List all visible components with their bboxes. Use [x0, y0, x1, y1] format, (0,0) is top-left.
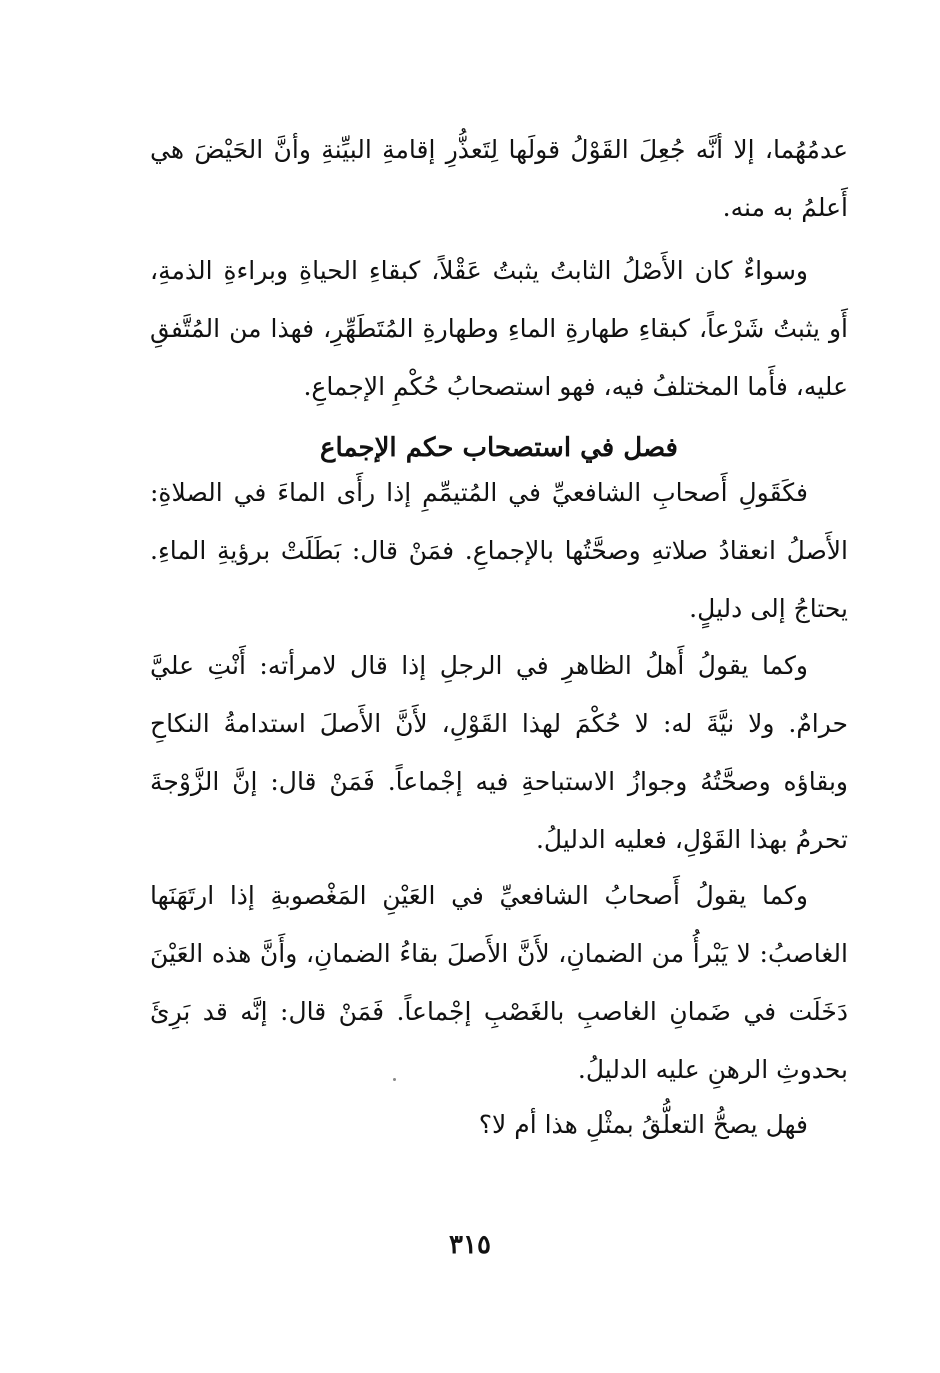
paragraph-2: وسواءٌ كان الأَصْلُ الثابتُ يثبتُ عَقْلاً، كبقاءِ الحياةِ وبراءةِ الذمةِ، أَو يثبتُ شَرْعاً، كبقاءِ طهارةِ الماءِ وطهارةِ المُتَطَهِّرِ، فهذا من المُتَّفقِ عليه، فأَما المختلفُ فيه، فهو استصحابُ حُكْمِ الإجماعِ. [150, 256, 848, 401]
paragraph-block-2 [150, 242, 848, 416]
paragraph-6: فهل يصحُّ التعلُّقُ بمثْلِ هذا أم لا؟ [478, 1110, 808, 1139]
section-heading: فصل في استصحاب حكم الإجماع [320, 433, 678, 463]
page-number: ٣١٥ [449, 1230, 491, 1260]
paragraph-3: فكَقَولِ أَصحابِ الشافعيِّ في المُتيمِّمِ إذا رأَى الماءَ في الصلاةِ: الأَصلُ انعقادُ صلاتهِ وصحَّتُها بالإجماعِ. فمَنْ قال: بَطَلَتْ برؤيةِ الماءِ. يحتاجُ إلى دليلٍ. [150, 478, 848, 623]
paragraph-block-5 [150, 867, 848, 1099]
paragraph-block-3 [150, 464, 848, 638]
paragraph-block-4 [150, 637, 848, 869]
paragraph-5: وكما يقولُ أَصحابُ الشافعيِّ في العَيْنِ المَغْصوبةِ إذا ارتَهَنَها الغاصبُ: لا يَبْرأُ من الضمانِ، لأَنَّ الأَصلَ بقاءُ الضمانِ، وأَنَّ هذه العَيْنَ دَخَلَت في ضَمانِ الغاصبِ بالغَصْبِ إجْماعاً. فَمَنْ قال: إنَّه قد بَرِئَ بحدوثِ الرهنِ عليه الدليلُ. [150, 881, 848, 1084]
scan-speck [393, 1078, 396, 1081]
paragraph-block-6 [150, 1096, 848, 1154]
paragraph-4: وكما يقولُ أَهلُ الظاهرِ في الرجلِ إذا قال لامرأته: أَنْتِ عليَّ حرامٌ. ولا نيَّةَ له: لا حُكْمَ لهذا القَوْلِ، لأَنَّ الأَصلَ استدامةُ النكاحِ وبقاؤه وصحَّتُهُ وجوازُ الاستباحةِ فيه إجْماعاً. فَمَنْ قال: إنَّ الزَّوْجةَ تحرمُ بهذا القَوْلِ، فعليه الدليلُ. [150, 651, 848, 854]
paragraph-1: عدمُهُما، إلا أنَّه جُعِلَ القَوْلُ قولَها لِتَعذُّرِ إقامةِ البيِّنةِ وأنَّ الحَيْضَ هي أَعلمُ به منه. [150, 135, 848, 222]
paragraph-continuation [150, 121, 848, 237]
